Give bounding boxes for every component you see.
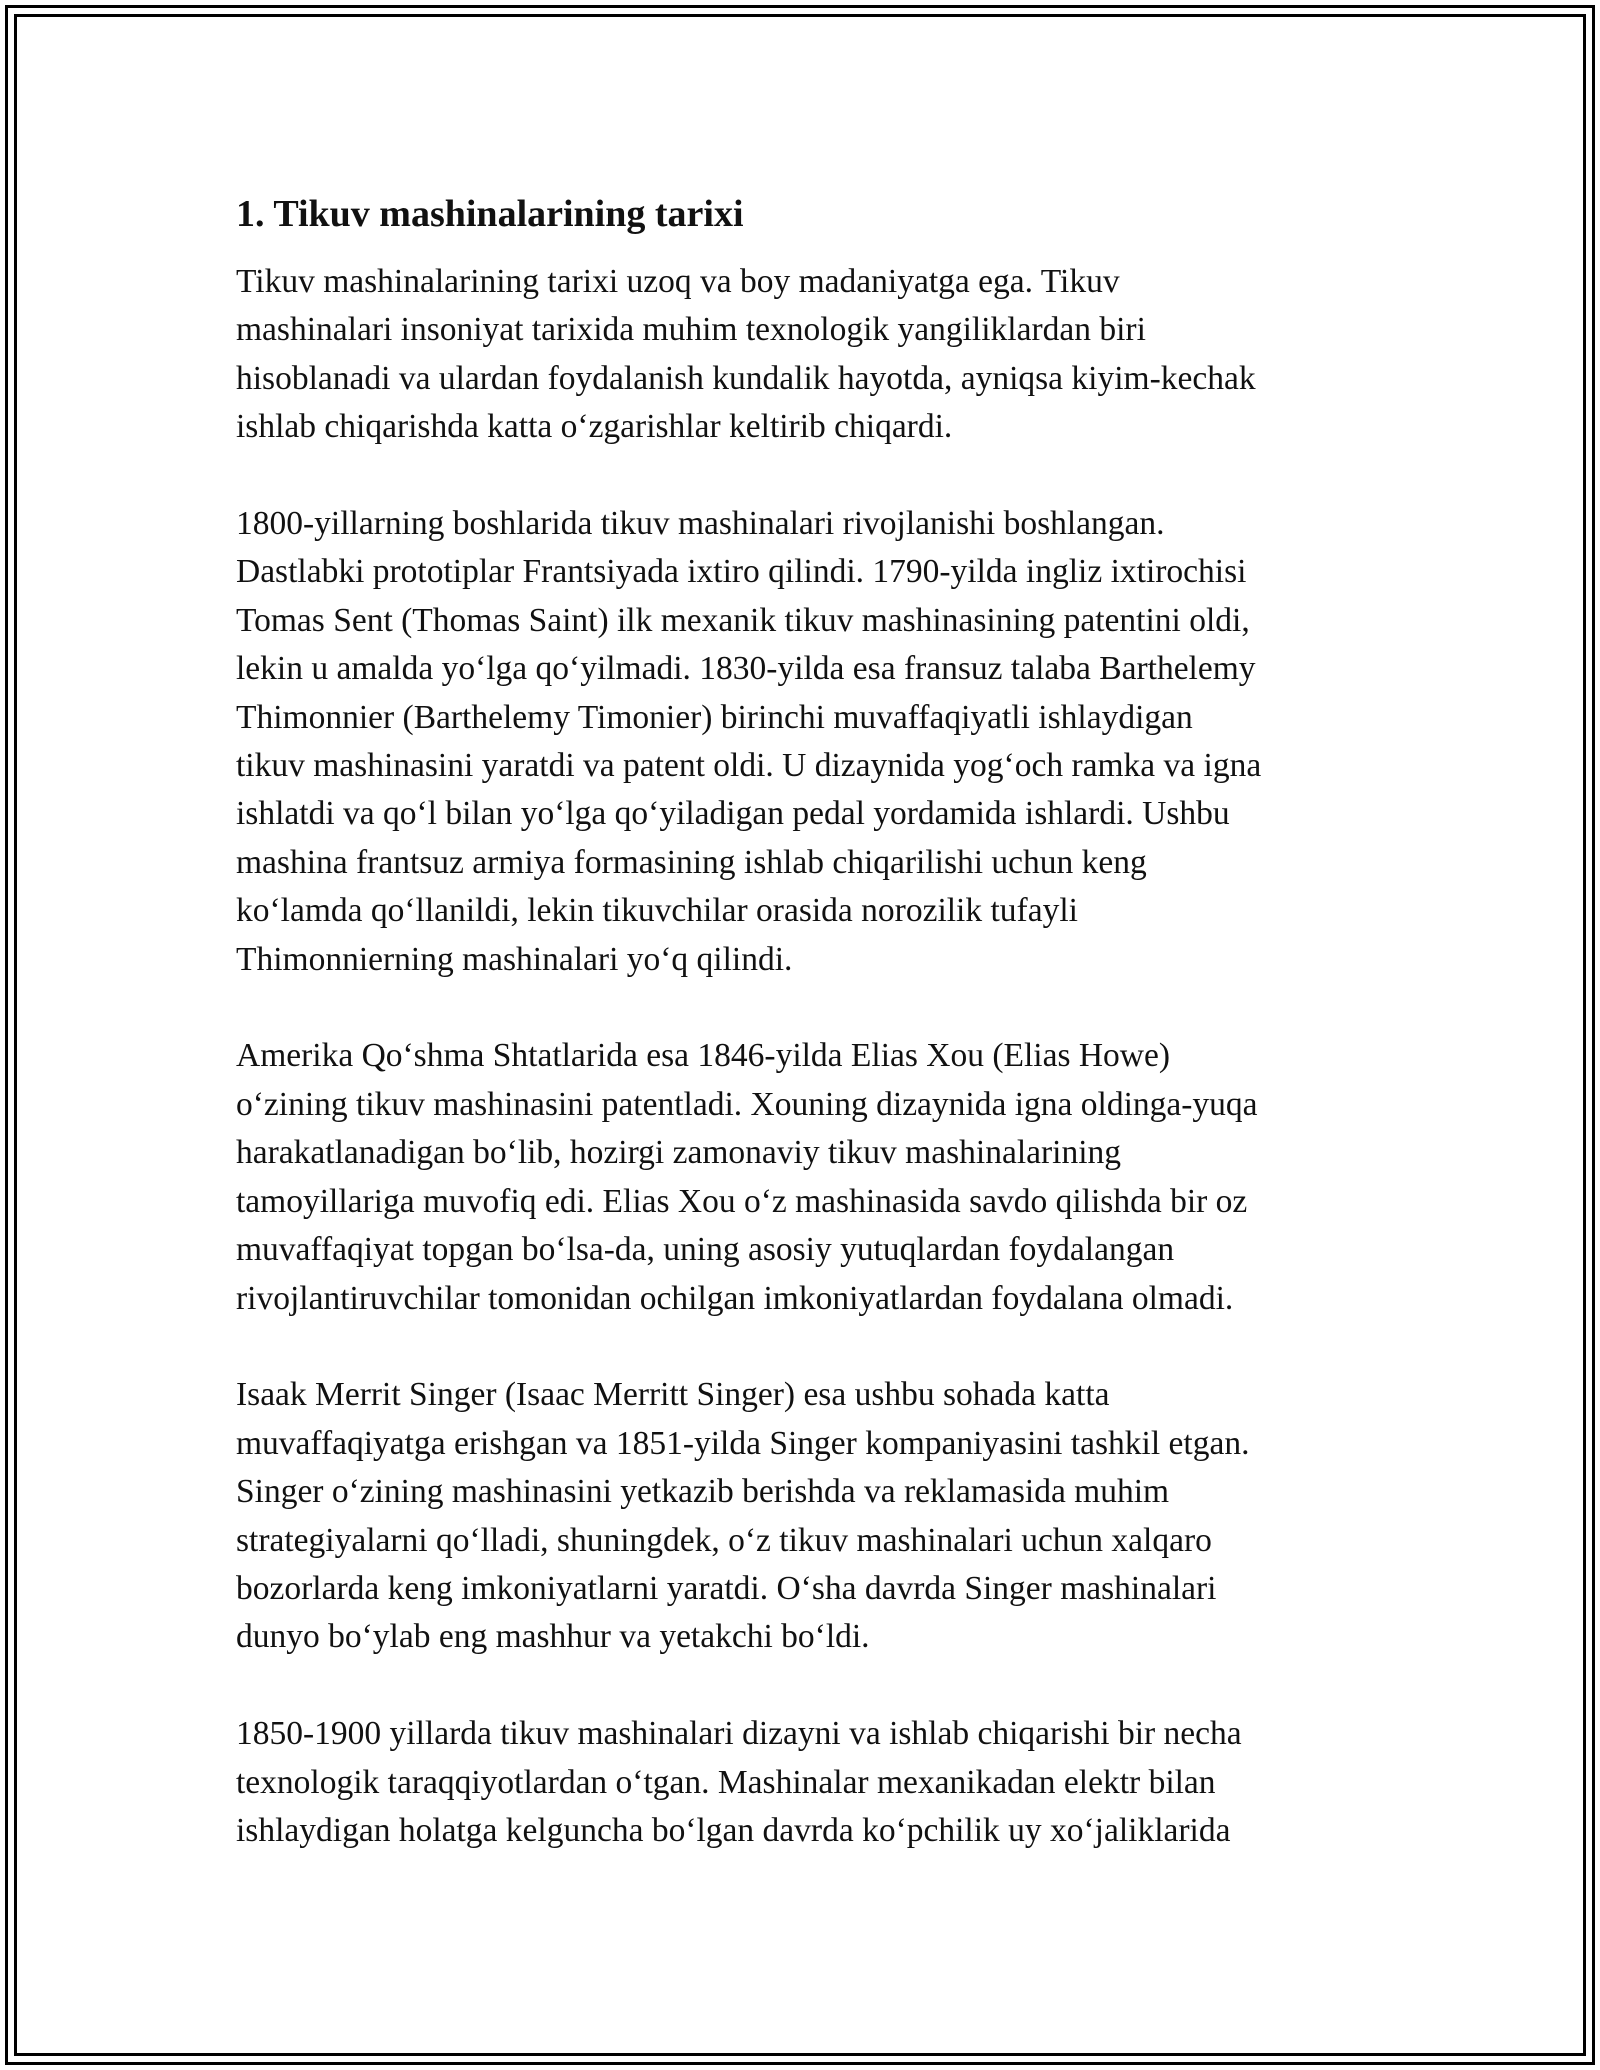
- paragraph-line: hisoblanadi va ulardan foydalanish kundalik hayotda, ayniqsa kiyim-kechak: [236, 359, 1256, 397]
- paragraph-line: Tomas Sent (Thomas Saint) ilk mexanik tikuv mashinasining patentini oldi,: [236, 601, 1250, 639]
- paragraph-line: bozorlarda keng imkoniyatlarni yaratdi. O‘sha davrda Singer mashinalari: [236, 1569, 1217, 1607]
- paragraph-line: Thimonnierning mashinalari yo‘q qilindi.: [236, 940, 793, 978]
- paragraph-line: texnologik taraqqiyotlardan o‘tgan. Mashinalar mexanikadan elektr bilan: [236, 1763, 1216, 1801]
- paragraph-line: tikuv mashinasini yaratdi va patent oldi. U dizaynida yog‘och ramka va igna: [236, 747, 1262, 785]
- paragraph-line: Thimonnier (Barthelemy Timonier) birinchi muvaffaqiyatli ishlaydigan: [236, 698, 1193, 736]
- paragraph-elias-howe: [236, 1032, 1396, 1322]
- paragraph-line: 1800-yillarning boshlarida tikuv mashinalari rivojlanishi boshlangan.: [236, 505, 1165, 543]
- paragraph-line: muvaffaqiyat topgan bo‘lsa-da, uning asosiy yutuqlardan foydalangan: [236, 1231, 1175, 1269]
- paragraph-line: ishlab chiqarishda katta o‘zgarishlar keltirib chiqardi.: [236, 408, 953, 446]
- paragraph-line: Singer o‘zining mashinasini yetkazib berishda va reklamasida muhim: [236, 1473, 1170, 1511]
- paragraph-singer: [236, 1371, 1396, 1661]
- paragraph-line: strategiyalarni qo‘lladi, shuningdek, o‘z tikuv mashinalari uchun xalqaro: [236, 1521, 1212, 1559]
- page-title: 1. Tikuv mashinalarining tarixi: [236, 193, 744, 235]
- paragraph-intro: [236, 258, 1396, 452]
- paragraph-line: lekin u amalda yo‘lga qo‘yilmadi. 1830-yilda esa fransuz talaba Barthelemy: [236, 650, 1256, 688]
- paragraph-line: ishlatdi va qo‘l bilan yo‘lga qo‘yiladigan pedal yordamida ishlardi. Ushbu: [236, 795, 1230, 833]
- paragraph-line: Dastlabki prototiplar Frantsiyada ixtiro qilindi. 1790-yilda ingliz ixtirochisi: [236, 553, 1247, 591]
- paragraph-line: dunyo bo‘ylab eng mashhur va yetakchi bo‘ldi.: [236, 1618, 870, 1656]
- document-body: [236, 190, 1396, 1904]
- paragraph-line: ishlaydigan holatga kelguncha bo‘lgan davrda ko‘pchilik uy xo‘jaliklarida: [236, 1811, 1231, 1849]
- paragraph-line: rivojlantiruvchilar tomonidan ochilgan imkoniyatlardan foydalana olmadi.: [236, 1279, 1234, 1317]
- paragraph-early-history: [236, 500, 1396, 984]
- paragraph-line: Isaak Merrit Singer (Isaac Merritt Singer) esa ushbu sohada katta: [236, 1376, 1110, 1414]
- paragraph-line: o‘zining tikuv mashinasini patentladi. Xouning dizaynida igna oldinga-yuqa: [236, 1085, 1258, 1123]
- paragraph-1850-1900: [236, 1710, 1396, 1855]
- paragraph-line: mashinalari insoniyat tarixida muhim texnologik yangiliklardan biri: [236, 311, 1146, 349]
- paragraph-line: harakatlanadigan bo‘lib, hozirgi zamonaviy tikuv mashinalarining: [236, 1134, 1122, 1172]
- paragraph-line: Amerika Qo‘shma Shtatlarida esa 1846-yilda Elias Xou (Elias Howe): [236, 1037, 1171, 1075]
- paragraph-line: ko‘lamda qo‘llanildi, lekin tikuvchilar orasida norozilik tufayli: [236, 892, 1078, 930]
- paragraph-line: mashina frantsuz armiya formasining ishlab chiqarilishi uchun keng: [236, 843, 1147, 881]
- paragraph-line: muvaffaqiyatga erishgan va 1851-yilda Singer kompaniyasini tashkil etgan.: [236, 1424, 1250, 1462]
- paragraph-line: tamoyillariga muvofiq edi. Elias Xou o‘z mashinasida savdo qilishda bir oz: [236, 1182, 1248, 1220]
- paragraph-line: Tikuv mashinalarining tarixi uzoq va boy madaniyatga ega. Tikuv: [236, 263, 1120, 300]
- paragraph-line: 1850-1900 yillarda tikuv mashinalari dizayni va ishlab chiqarishi bir necha: [236, 1715, 1242, 1753]
